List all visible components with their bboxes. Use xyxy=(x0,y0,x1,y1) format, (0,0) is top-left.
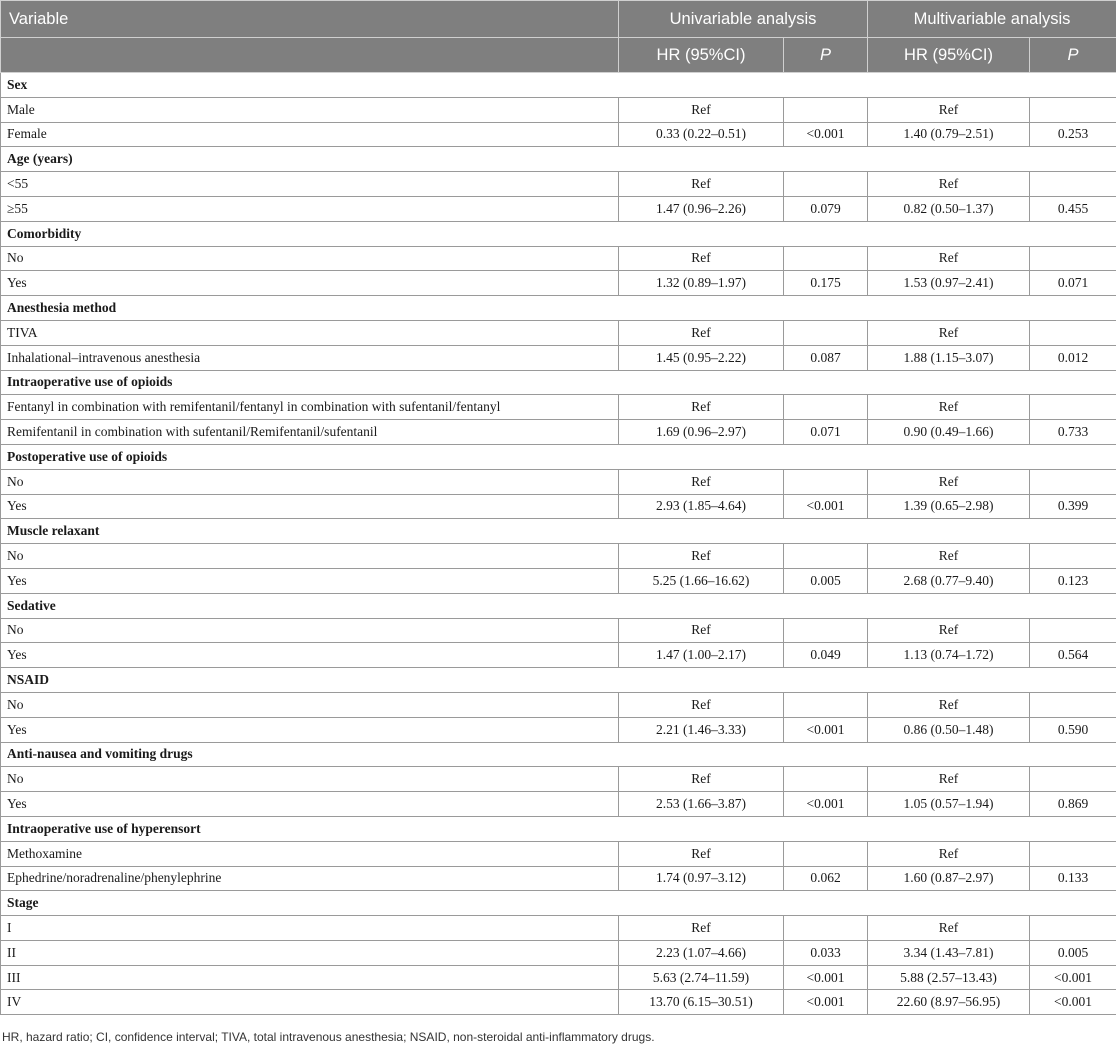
univariable-p-cell xyxy=(784,692,868,717)
row-label: Inhalational–intravenous anesthesia xyxy=(1,345,619,370)
table-row xyxy=(1,717,1116,742)
univariable-p-cell: 0.175 xyxy=(784,271,868,296)
group-header-row xyxy=(1,370,1116,395)
multivariable-hr-cell: Ref xyxy=(868,692,1030,717)
row-label: No xyxy=(1,544,619,569)
group-header-row xyxy=(1,519,1116,544)
table-row xyxy=(1,196,1116,221)
univariable-hr-cell: 1.74 (0.97–3.12) xyxy=(619,866,784,891)
multivariable-p-cell: 0.012 xyxy=(1030,345,1116,370)
table-row xyxy=(1,916,1116,941)
group-title: Anesthesia method xyxy=(1,296,1116,321)
group-header-row xyxy=(1,668,1116,693)
multivariable-hr-cell: Ref xyxy=(868,97,1030,122)
row-label: Male xyxy=(1,97,619,122)
univariable-hr-cell: Ref xyxy=(619,692,784,717)
univariable-hr-cell: 1.45 (0.95–2.22) xyxy=(619,345,784,370)
multivariable-hr-cell: 1.53 (0.97–2.41) xyxy=(868,271,1030,296)
univariable-hr-cell: Ref xyxy=(619,841,784,866)
multivariable-p-cell: 0.455 xyxy=(1030,196,1116,221)
multivariable-hr-cell: Ref xyxy=(868,172,1030,197)
group-header-row xyxy=(1,221,1116,246)
multivariable-p-cell xyxy=(1030,469,1116,494)
multivariable-p-cell xyxy=(1030,916,1116,941)
row-label: Remifentanil in combination with sufentanil/Remifentanil/sufentanil xyxy=(1,420,619,445)
multivariable-p-cell: <0.001 xyxy=(1030,990,1116,1015)
group-header-row xyxy=(1,816,1116,841)
table-row xyxy=(1,246,1116,271)
univariable-hr-cell: 2.93 (1.85–4.64) xyxy=(619,494,784,519)
table-row xyxy=(1,544,1116,569)
multivariable-hr-cell: 5.88 (2.57–13.43) xyxy=(868,965,1030,990)
univariable-hr-cell: 5.25 (1.66–16.62) xyxy=(619,568,784,593)
multivariable-hr-cell: Ref xyxy=(868,320,1030,345)
group-header-row xyxy=(1,742,1116,767)
multivariable-p-cell: 0.399 xyxy=(1030,494,1116,519)
table-row xyxy=(1,97,1116,122)
row-label: Yes xyxy=(1,568,619,593)
group-header-row xyxy=(1,73,1116,98)
univariable-hr-cell: 0.33 (0.22–0.51) xyxy=(619,122,784,147)
univariable-p-cell: 0.033 xyxy=(784,940,868,965)
multivariable-p-cell: 0.005 xyxy=(1030,940,1116,965)
table-row xyxy=(1,122,1116,147)
univariable-p-header: P xyxy=(784,38,868,73)
multivariable-p-cell xyxy=(1030,692,1116,717)
variable-column-header: Variable xyxy=(1,1,619,38)
multivariable-p-cell xyxy=(1030,767,1116,792)
multivariable-p-cell xyxy=(1030,841,1116,866)
multivariable-hr-cell: 1.05 (0.57–1.94) xyxy=(868,792,1030,817)
table-body xyxy=(1,73,1116,1015)
multivariable-p-cell: <0.001 xyxy=(1030,965,1116,990)
univariable-p-cell: <0.001 xyxy=(784,990,868,1015)
multivariable-p-cell xyxy=(1030,246,1116,271)
univariable-hr-cell: 1.69 (0.96–2.97) xyxy=(619,420,784,445)
multivariable-p-cell xyxy=(1030,320,1116,345)
row-label: Yes xyxy=(1,792,619,817)
univariable-p-cell: <0.001 xyxy=(784,494,868,519)
multivariable-p-header: P xyxy=(1030,38,1116,73)
univariable-hr-cell: Ref xyxy=(619,618,784,643)
multivariable-p-cell: 0.071 xyxy=(1030,271,1116,296)
row-label: No xyxy=(1,692,619,717)
multivariable-p-cell xyxy=(1030,618,1116,643)
univariable-p-cell: 0.079 xyxy=(784,196,868,221)
row-label: Yes xyxy=(1,717,619,742)
row-label: II xyxy=(1,940,619,965)
table-row xyxy=(1,420,1116,445)
multivariable-hr-cell: 2.68 (0.77–9.40) xyxy=(868,568,1030,593)
univariable-p-cell xyxy=(784,544,868,569)
univariable-hr-cell: 1.47 (1.00–2.17) xyxy=(619,643,784,668)
univariable-p-cell xyxy=(784,395,868,420)
table-row xyxy=(1,965,1116,990)
univariable-p-cell: 0.071 xyxy=(784,420,868,445)
univariable-hr-cell: 2.23 (1.07–4.66) xyxy=(619,940,784,965)
multivariable-p-cell xyxy=(1030,97,1116,122)
table-row xyxy=(1,345,1116,370)
univariable-hr-cell: 2.53 (1.66–3.87) xyxy=(619,792,784,817)
group-header-row xyxy=(1,147,1116,172)
table-row xyxy=(1,271,1116,296)
multivariable-hr-cell: Ref xyxy=(868,618,1030,643)
univariable-p-cell xyxy=(784,172,868,197)
univariable-p-cell xyxy=(784,916,868,941)
group-title: Postoperative use of opioids xyxy=(1,444,1116,469)
univariable-p-cell xyxy=(784,97,868,122)
row-label: III xyxy=(1,965,619,990)
row-label: Methoxamine xyxy=(1,841,619,866)
row-label: No xyxy=(1,246,619,271)
univariable-hr-cell: Ref xyxy=(619,469,784,494)
group-title: Anti-nausea and vomiting drugs xyxy=(1,742,1116,767)
table-row xyxy=(1,469,1116,494)
table-row xyxy=(1,395,1116,420)
row-label: No xyxy=(1,469,619,494)
univariable-p-cell: 0.062 xyxy=(784,866,868,891)
group-title: Comorbidity xyxy=(1,221,1116,246)
multivariable-hr-cell: Ref xyxy=(868,767,1030,792)
univariable-p-cell: <0.001 xyxy=(784,717,868,742)
multivariable-hr-cell: Ref xyxy=(868,544,1030,569)
univariable-hr-cell: Ref xyxy=(619,767,784,792)
multivariable-hr-cell: 1.39 (0.65–2.98) xyxy=(868,494,1030,519)
group-title: Stage xyxy=(1,891,1116,916)
group-title: Sex xyxy=(1,73,1116,98)
group-title: Intraoperative use of hyperensort xyxy=(1,816,1116,841)
table-row xyxy=(1,866,1116,891)
table-header xyxy=(1,1,1116,73)
multivariable-hr-cell: Ref xyxy=(868,841,1030,866)
row-label: Yes xyxy=(1,271,619,296)
univariable-p-cell xyxy=(784,767,868,792)
multivariable-hr-cell: 0.82 (0.50–1.37) xyxy=(868,196,1030,221)
row-label: Female xyxy=(1,122,619,147)
table-row xyxy=(1,568,1116,593)
multivariable-hr-cell: Ref xyxy=(868,395,1030,420)
group-header-row xyxy=(1,593,1116,618)
multivariable-hr-cell: 22.60 (8.97–56.95) xyxy=(868,990,1030,1015)
group-header-row xyxy=(1,296,1116,321)
multivariable-hr-cell: Ref xyxy=(868,916,1030,941)
multivariable-hr-header: HR (95%CI) xyxy=(868,38,1030,73)
univariable-hr-cell: Ref xyxy=(619,395,784,420)
univariable-p-cell: <0.001 xyxy=(784,122,868,147)
multivariable-hr-cell: 0.90 (0.49–1.66) xyxy=(868,420,1030,445)
multivariable-header: Multivariable analysis xyxy=(868,1,1116,38)
univariable-p-cell: 0.049 xyxy=(784,643,868,668)
group-header-row xyxy=(1,444,1116,469)
multivariable-hr-cell: 0.86 (0.50–1.48) xyxy=(868,717,1030,742)
group-title: Age (years) xyxy=(1,147,1116,172)
table-row xyxy=(1,940,1116,965)
row-label: IV xyxy=(1,990,619,1015)
univariable-p-cell: 0.087 xyxy=(784,345,868,370)
multivariable-p-cell: 0.869 xyxy=(1030,792,1116,817)
univariable-hr-cell: 1.47 (0.96–2.26) xyxy=(619,196,784,221)
row-label: Fentanyl in combination with remifentanil/fentanyl in combination with sufentanil/fentanyl xyxy=(1,395,619,420)
row-label: No xyxy=(1,618,619,643)
row-label: TIVA xyxy=(1,320,619,345)
table-row xyxy=(1,320,1116,345)
univariable-hr-cell: 2.21 (1.46–3.33) xyxy=(619,717,784,742)
table-row xyxy=(1,841,1116,866)
univariable-p-cell xyxy=(784,618,868,643)
multivariable-p-cell: 0.590 xyxy=(1030,717,1116,742)
group-title: Muscle relaxant xyxy=(1,519,1116,544)
univariable-hr-cell: Ref xyxy=(619,172,784,197)
univariable-header: Univariable analysis xyxy=(619,1,868,38)
multivariable-hr-cell: 1.88 (1.15–3.07) xyxy=(868,345,1030,370)
group-title: Sedative xyxy=(1,593,1116,618)
univariable-hr-cell: 5.63 (2.74–11.59) xyxy=(619,965,784,990)
multivariable-hr-cell: 3.34 (1.43–7.81) xyxy=(868,940,1030,965)
table-row xyxy=(1,172,1116,197)
row-label: ≥55 xyxy=(1,196,619,221)
multivariable-p-cell: 0.564 xyxy=(1030,643,1116,668)
univariable-hr-cell: Ref xyxy=(619,97,784,122)
table-row xyxy=(1,643,1116,668)
univariable-p-cell xyxy=(784,246,868,271)
univariable-hr-header: HR (95%CI) xyxy=(619,38,784,73)
table-row xyxy=(1,990,1116,1015)
multivariable-p-cell xyxy=(1030,395,1116,420)
univariable-p-cell: <0.001 xyxy=(784,792,868,817)
multivariable-p-cell: 0.733 xyxy=(1030,420,1116,445)
multivariable-hr-cell: Ref xyxy=(868,246,1030,271)
variable-subheader-blank xyxy=(1,38,619,73)
multivariable-p-cell xyxy=(1030,172,1116,197)
table-row xyxy=(1,767,1116,792)
group-title: NSAID xyxy=(1,668,1116,693)
univariable-hr-cell: Ref xyxy=(619,916,784,941)
multivariable-hr-cell: 1.40 (0.79–2.51) xyxy=(868,122,1030,147)
table-row xyxy=(1,494,1116,519)
multivariable-hr-cell: 1.13 (0.74–1.72) xyxy=(868,643,1030,668)
univariable-hr-cell: Ref xyxy=(619,246,784,271)
multivariable-p-cell xyxy=(1030,544,1116,569)
univariable-p-cell xyxy=(784,320,868,345)
table-row xyxy=(1,792,1116,817)
table-row xyxy=(1,618,1116,643)
row-label: Yes xyxy=(1,494,619,519)
table-footnote: HR, hazard ratio; CI, confidence interval; TIVA, total intravenous anesthesia; NSAID, non-steroidal anti-inflammatory drugs. xyxy=(2,1030,655,1044)
multivariable-hr-cell: Ref xyxy=(868,469,1030,494)
univariable-p-cell: 0.005 xyxy=(784,568,868,593)
univariable-hr-cell: Ref xyxy=(619,320,784,345)
multivariable-p-cell: 0.123 xyxy=(1030,568,1116,593)
multivariable-p-cell: 0.133 xyxy=(1030,866,1116,891)
table-row xyxy=(1,692,1116,717)
multivariable-p-cell: 0.253 xyxy=(1030,122,1116,147)
univariable-p-cell xyxy=(784,469,868,494)
row-label: Ephedrine/noradrenaline/phenylephrine xyxy=(1,866,619,891)
univariable-hr-cell: Ref xyxy=(619,544,784,569)
univariable-p-cell xyxy=(784,841,868,866)
group-title: Intraoperative use of opioids xyxy=(1,370,1116,395)
group-header-row xyxy=(1,891,1116,916)
multivariable-hr-cell: 1.60 (0.87–2.97) xyxy=(868,866,1030,891)
row-label: Yes xyxy=(1,643,619,668)
univariable-p-cell: <0.001 xyxy=(784,965,868,990)
univariable-hr-cell: 1.32 (0.89–1.97) xyxy=(619,271,784,296)
univariable-hr-cell: 13.70 (6.15–30.51) xyxy=(619,990,784,1015)
row-label: I xyxy=(1,916,619,941)
row-label: No xyxy=(1,767,619,792)
row-label: <55 xyxy=(1,172,619,197)
